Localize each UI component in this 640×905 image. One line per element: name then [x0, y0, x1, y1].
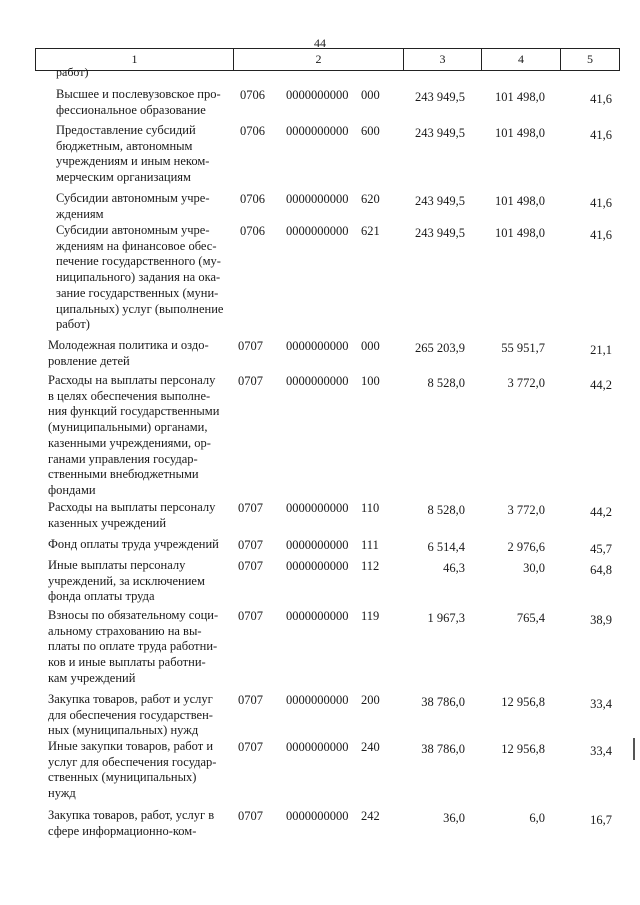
row-plan: 243 949,5	[415, 194, 465, 208]
row-fact: 101 498,0	[495, 126, 545, 140]
row-vr: 620	[361, 192, 380, 206]
row-fact: 765,4	[516, 611, 545, 625]
row-fact: 3 772,0	[507, 376, 545, 390]
row-percent: 64,8	[590, 563, 612, 577]
row-percent: 45,7	[590, 542, 612, 556]
row-section: 0707	[238, 609, 263, 623]
header-col-1: 1	[35, 49, 233, 70]
row-csr: 0000000000	[286, 124, 349, 138]
row-fact: 101 498,0	[495, 226, 545, 240]
row-fact: 55 951,7	[501, 341, 545, 355]
row-name: Субсидии автономным учре- ждениям	[56, 191, 210, 221]
row-percent: 16,7	[590, 813, 612, 827]
row-fact: 3 772,0	[507, 503, 545, 517]
row-csr: 0000000000	[286, 740, 349, 754]
row-plan: 8 528,0	[427, 503, 465, 517]
row-section: 0707	[238, 339, 263, 353]
row-plan: 38 786,0	[421, 695, 465, 709]
row-percent: 41,6	[590, 196, 612, 210]
row-name: Закупка товаров, работ, услуг в сфере информационно-ком-	[48, 808, 215, 838]
row-percent: 41,6	[590, 228, 612, 242]
header-col-3: 3	[403, 49, 481, 70]
row-percent: 41,6	[590, 128, 612, 142]
row-percent: 33,4	[590, 744, 612, 758]
row-vr: 240	[361, 740, 380, 754]
row-csr: 0000000000	[286, 809, 349, 823]
row-fact: 101 498,0	[495, 90, 545, 104]
row-section: 0707	[238, 501, 263, 515]
row-plan: 38 786,0	[421, 742, 465, 756]
row-csr: 0000000000	[286, 693, 349, 707]
row-vr: 110	[361, 501, 380, 515]
row-plan: 8 528,0	[427, 376, 465, 390]
row-csr: 0000000000	[286, 339, 349, 353]
row-name: Расходы на выплаты персоналу в целях обеспечения выполне- ния функций государственными (муниципальными) органами, казенными учреждениями, ор- ганами управления государ- ственными внебюджетными фондами	[48, 373, 220, 497]
header-col-5: 5	[560, 49, 620, 70]
row-percent: 38,9	[590, 613, 612, 627]
row-vr: 111	[361, 538, 379, 552]
row-vr: 119	[361, 609, 380, 623]
row-plan: 243 949,5	[415, 90, 465, 104]
row-section: 0706	[240, 224, 265, 238]
row-csr: 0000000000	[286, 501, 349, 515]
row-plan: 265 203,9	[415, 341, 465, 355]
continuation-text: работ)	[56, 65, 89, 79]
row-percent: 44,2	[590, 378, 612, 392]
row-vr: 242	[361, 809, 380, 823]
row-name: Закупка товаров, работ и услуг для обеспечения государствен- ных (муниципальных) нужд	[48, 692, 213, 738]
row-fact: 12 956,8	[501, 742, 545, 756]
row-plan: 1 967,3	[427, 611, 465, 625]
row-section: 0707	[238, 538, 263, 552]
row-csr: 0000000000	[286, 374, 349, 388]
row-section: 0707	[238, 740, 263, 754]
row-name: Молодежная политика и оздо- ровление детей	[48, 338, 209, 368]
page-number: 44	[314, 36, 326, 50]
row-fact: 12 956,8	[501, 695, 545, 709]
row-plan: 46,3	[443, 561, 465, 575]
row-vr: 600	[361, 124, 380, 138]
row-fact: 2 976,6	[507, 540, 545, 554]
row-fact: 101 498,0	[495, 194, 545, 208]
row-name: Расходы на выплаты персоналу казенных учреждений	[48, 500, 216, 530]
row-percent: 33,4	[590, 697, 612, 711]
row-vr: 000	[361, 339, 380, 353]
row-csr: 0000000000	[286, 538, 349, 552]
row-section: 0706	[240, 88, 265, 102]
row-name: Взносы по обязательному соци- альному страхованию на вы- платы по оплате труда работни- ков и иные выплаты работни- кам учреждений	[48, 608, 219, 685]
row-section: 0707	[238, 374, 263, 388]
row-fact: 6,0	[529, 811, 545, 825]
row-name: Субсидии автономным учре- ждениям на финансовое обес- печение государственного (му- ниципального) задания на ока- зание государственных (муни- ципальных) услуг (выполнение работ)	[56, 223, 224, 332]
row-section: 0707	[238, 809, 263, 823]
row-section: 0707	[238, 693, 263, 707]
row-name: Предоставление субсидий бюджетным, автономным учреждениям и иным неком- мерческим организациям	[56, 123, 210, 185]
row-percent: 41,6	[590, 92, 612, 106]
row-vr: 200	[361, 693, 380, 707]
row-name: Фонд оплаты труда учреждений	[48, 537, 219, 551]
row-name: Высшее и послевузовское про- фессиональное образование	[56, 87, 221, 117]
header-col-2: 2	[233, 49, 403, 70]
row-vr: 621	[361, 224, 380, 238]
row-percent: 44,2	[590, 505, 612, 519]
row-section: 0706	[240, 192, 265, 206]
row-csr: 0000000000	[286, 192, 349, 206]
row-vr: 100	[361, 374, 380, 388]
row-vr: 112	[361, 559, 380, 573]
row-csr: 0000000000	[286, 559, 349, 573]
table-header	[35, 48, 620, 71]
row-plan: 6 514,4	[427, 540, 465, 554]
header-col-4: 4	[481, 49, 560, 70]
row-section: 0706	[240, 124, 265, 138]
row-percent: 21,1	[590, 343, 612, 357]
row-csr: 0000000000	[286, 88, 349, 102]
row-plan: 243 949,5	[415, 226, 465, 240]
scan-edge-mark	[633, 738, 635, 760]
row-csr: 0000000000	[286, 609, 349, 623]
row-name: Иные выплаты персоналу учреждений, за исключением фонда оплаты труда	[48, 558, 205, 604]
row-name: Иные закупки товаров, работ и услуг для обеспечения государ- ственных (муниципальных) нужд	[48, 739, 217, 801]
row-plan: 243 949,5	[415, 126, 465, 140]
row-plan: 36,0	[443, 811, 465, 825]
row-vr: 000	[361, 88, 380, 102]
row-section: 0707	[238, 559, 263, 573]
row-fact: 30,0	[523, 561, 545, 575]
row-csr: 0000000000	[286, 224, 349, 238]
